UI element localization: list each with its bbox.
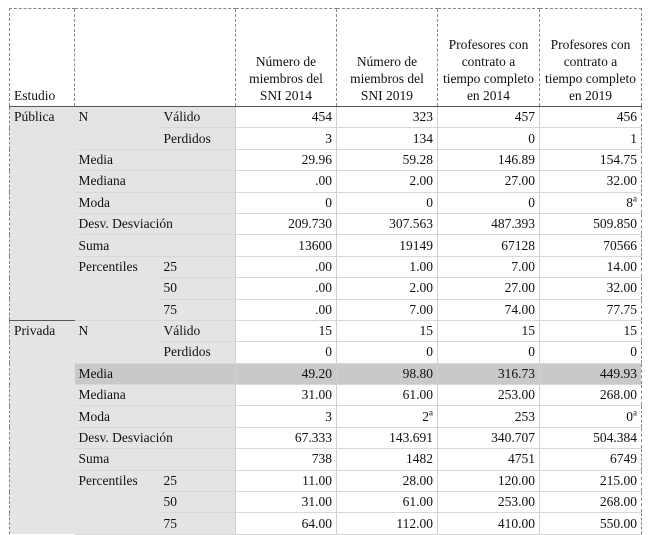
cell-value: 253 (438, 406, 540, 427)
cell-value: 2.00 (337, 171, 438, 192)
cell-value: 27.00 (438, 278, 540, 299)
cell-value: 2 (422, 408, 429, 424)
group-label-privada: Privada (10, 320, 75, 534)
cell-value: 29.96 (236, 149, 337, 170)
cell-value: 2.00 (337, 278, 438, 299)
cell-value-with-footnote (540, 192, 642, 213)
table-row (10, 385, 642, 406)
row-label-n: N (75, 107, 160, 150)
cell-value: 307.563 (337, 213, 438, 234)
cell-value: 15 (540, 320, 642, 341)
cell-value: 61.00 (337, 385, 438, 406)
cell-value: 143.691 (337, 427, 438, 448)
row-label-p25: 25 (160, 470, 236, 491)
cell-value: 454 (236, 107, 337, 128)
cell-value: 316.73 (438, 363, 540, 384)
cell-value: 268.00 (540, 492, 642, 513)
cell-value: 112.00 (337, 513, 438, 534)
row-label-media: Media (75, 363, 236, 384)
cell-value: 3 (236, 128, 337, 149)
cell-value: 8 (626, 194, 633, 210)
cell-value: 154.75 (540, 149, 642, 170)
cell-value: 0 (626, 408, 633, 424)
cell-value: 11.00 (236, 470, 337, 491)
cell-value-with-footnote (337, 406, 438, 427)
table-row (10, 149, 642, 170)
table-row (10, 256, 642, 277)
cell-value: 253.00 (438, 385, 540, 406)
row-label-p50: 50 (160, 492, 236, 513)
cell-value: 77.75 (540, 299, 642, 320)
cell-value: 120.00 (438, 470, 540, 491)
cell-value: 31.00 (236, 492, 337, 513)
header-profesores-2019: Profesores con contrato a tiempo completo en 2019 (540, 9, 642, 107)
row-label-valido: Válido (160, 320, 236, 341)
cell-value: 1.00 (337, 256, 438, 277)
cell-value: 504.384 (540, 427, 642, 448)
header-profesores-2014: Profesores con contrato a tiempo completo en 2014 (438, 9, 540, 107)
row-label-n: N (75, 320, 160, 363)
cell-value: 0 (236, 192, 337, 213)
cell-value: 74.00 (438, 299, 540, 320)
header-sni-2014: Número de miembros del SNI 2014 (236, 9, 337, 107)
table-row (10, 406, 642, 427)
header-estudio: Estudio (10, 9, 75, 107)
row-label-valido: Válido (160, 107, 236, 128)
row-label-mediana: Mediana (75, 171, 236, 192)
table-row-selected[interactable] (10, 363, 642, 384)
group-label-publica: Pública (10, 107, 75, 321)
cell-value: 0 (438, 128, 540, 149)
row-label-desv: Desv. Desviación (75, 427, 236, 448)
cell-value: 61.00 (337, 492, 438, 513)
header-empty-2 (160, 9, 236, 107)
cell-value: 738 (236, 449, 337, 470)
table-row (10, 213, 642, 234)
cell-value: 449.93 (540, 363, 642, 384)
cell-value: 0 (337, 192, 438, 213)
cell-value: 15 (337, 320, 438, 341)
cell-value: 15 (236, 320, 337, 341)
cell-value: 487.393 (438, 213, 540, 234)
footnote-marker: a (633, 193, 637, 204)
footnote-marker: a (429, 407, 433, 418)
cell-value: 209.730 (236, 213, 337, 234)
header-sni-2019: Número de miembros del SNI 2019 (337, 9, 438, 107)
cell-value: 146.89 (438, 149, 540, 170)
cell-value: 1 (540, 128, 642, 149)
cell-value: 215.00 (540, 470, 642, 491)
table-row (10, 107, 642, 128)
cell-value: 0 (438, 192, 540, 213)
row-label-suma: Suma (75, 449, 236, 470)
cell-value: 0 (540, 342, 642, 363)
cell-value: .00 (236, 256, 337, 277)
cell-value: 13600 (236, 235, 337, 256)
cell-value: 323 (337, 107, 438, 128)
cell-value: 59.28 (337, 149, 438, 170)
table-row (10, 470, 642, 491)
cell-value: 268.00 (540, 385, 642, 406)
table-row (10, 235, 642, 256)
descriptive-stats-table (9, 8, 642, 535)
cell-value: 19149 (337, 235, 438, 256)
table-row (10, 449, 642, 470)
row-label-percentiles: Percentiles (75, 256, 160, 320)
cell-value: .00 (236, 171, 337, 192)
cell-value: 340.707 (438, 427, 540, 448)
header-empty-1 (75, 9, 160, 107)
row-label-p75: 75 (160, 513, 236, 534)
cell-value-with-footnote (540, 406, 642, 427)
cell-value: 49.20 (236, 363, 337, 384)
cell-value: 7.00 (337, 299, 438, 320)
table-row (10, 427, 642, 448)
cell-value: .00 (236, 278, 337, 299)
cell-value: 28.00 (337, 470, 438, 491)
cell-value: 67.333 (236, 427, 337, 448)
cell-value: 1482 (337, 449, 438, 470)
cell-value: 0 (236, 342, 337, 363)
cell-value: 550.00 (540, 513, 642, 534)
header-row (10, 9, 642, 107)
cell-value: 0 (337, 342, 438, 363)
cell-value: 67128 (438, 235, 540, 256)
cell-value: 253.00 (438, 492, 540, 513)
table-row (10, 171, 642, 192)
cell-value: 32.00 (540, 278, 642, 299)
cell-value: 32.00 (540, 171, 642, 192)
row-label-suma: Suma (75, 235, 236, 256)
cell-value: 64.00 (236, 513, 337, 534)
cell-value: 410.00 (438, 513, 540, 534)
cell-value: 0 (438, 342, 540, 363)
cell-value: 457 (438, 107, 540, 128)
cell-value: 31.00 (236, 385, 337, 406)
cell-value: .00 (236, 299, 337, 320)
row-label-moda: Moda (75, 192, 236, 213)
cell-value: 456 (540, 107, 642, 128)
cell-value: 14.00 (540, 256, 642, 277)
row-label-p25: 25 (160, 256, 236, 277)
row-label-desv: Desv. Desviación (75, 213, 236, 234)
table-row (10, 192, 642, 213)
cell-value: 134 (337, 128, 438, 149)
row-label-media: Media (75, 149, 236, 170)
row-label-perdidos: Perdidos (160, 342, 236, 363)
cell-value: 7.00 (438, 256, 540, 277)
table-row (10, 320, 642, 341)
cell-value: 4751 (438, 449, 540, 470)
cell-value: 27.00 (438, 171, 540, 192)
row-label-mediana: Mediana (75, 385, 236, 406)
footnote-marker: a (633, 407, 637, 418)
row-label-percentiles: Percentiles (75, 470, 160, 534)
cell-value: 6749 (540, 449, 642, 470)
row-label-p75: 75 (160, 299, 236, 320)
row-label-perdidos: Perdidos (160, 128, 236, 149)
cell-value: 15 (438, 320, 540, 341)
cell-value: 3 (236, 406, 337, 427)
cell-value: 98.80 (337, 363, 438, 384)
cell-value: 70566 (540, 235, 642, 256)
row-label-moda: Moda (75, 406, 236, 427)
cell-value: 509.850 (540, 213, 642, 234)
row-label-p50: 50 (160, 278, 236, 299)
